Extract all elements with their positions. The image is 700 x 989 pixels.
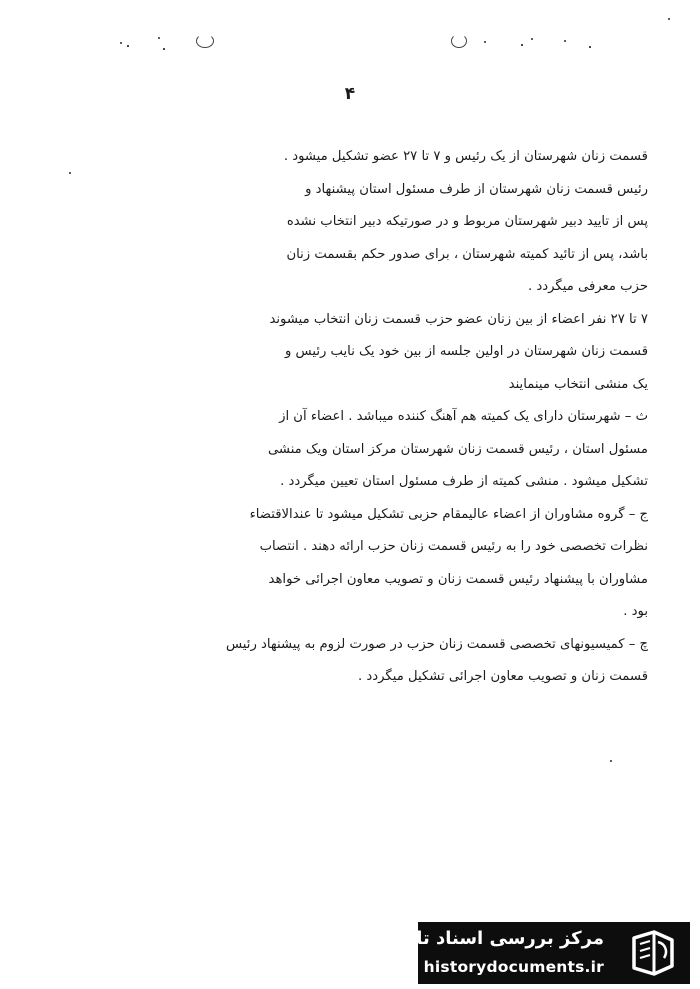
document-body <box>100 141 648 694</box>
text-line: ث – شهرستان دارای یک کمیته هم آهنگ کننده میباشد . اعضاء آن از <box>279 409 648 424</box>
text-line: چ – کمیسیونهای تخصصی قسمت زنان حزب در صورت لزوم به پیشنهاد رئیس <box>225 636 648 652</box>
text-line: مسئول استان ، رئیس قسمت زنان شهرستان مرکز استان ویک منشی <box>267 441 648 457</box>
text-line: قسمت زنان شهرستان در اولین جلسه از بین خود یک نایب رئیس و <box>284 344 648 359</box>
text-line: مشاوران با پیشنهاد رئیس قسمت زنان و تصویب معاون اجرائی خواهد <box>268 571 648 587</box>
text-line: رئیس قسمت زنان شهرستان از طرف مسئول استان پیشنهاد و <box>305 181 648 197</box>
text-line: یک منشی انتخاب مینمایند <box>508 376 648 392</box>
scan-mark <box>196 34 214 48</box>
scan-mark <box>451 34 467 48</box>
text-line: تشکیل میشود . منشی کمیته از طرف مسئول استان تعیین میگردد . <box>280 474 648 489</box>
text-line: حزب معرفی میگردد . <box>528 279 648 294</box>
text-line: ۷ تا ۲۷ نفر اعضاء از بین زنان عضو حزب قسمت زنان انتخاب میشوند <box>269 311 648 327</box>
watermark-banner <box>367 922 690 984</box>
text-line: قسمت زنان و تصویب معاون اجرائی تشکیل میگردد . <box>358 669 648 684</box>
watermark-url: historydocuments.ir <box>423 958 604 976</box>
page-number: ۴ <box>344 84 356 104</box>
text-line: نظرات تخصصی خود را به رئیس قسمت زنان حزب ارائه دهند . انتصاب <box>259 539 648 554</box>
text-line: قسمت زنان شهرستان از یک رئیس و ۷ تا ۲۷ عضو تشکیل میشود . <box>283 149 648 164</box>
text-line: باشد، پس از تائید کمیته شهرستان ، برای صدور حکم بقسمت زنان <box>286 246 648 262</box>
watermark-title: مرکز بررسی اسناد تاریخی <box>367 928 604 949</box>
text-line: ج – گروه مشاوران از اعضاء عالیمقام حزبی تشکیل میشود تا عندالاقتضاء <box>249 506 648 522</box>
text-line: پس از تایید دبیر شهرستان مربوط و در صورتیکه دبیر انتخاب نشده <box>286 214 648 229</box>
text-line: بود . <box>623 604 648 619</box>
archive-logo-icon <box>628 928 678 978</box>
